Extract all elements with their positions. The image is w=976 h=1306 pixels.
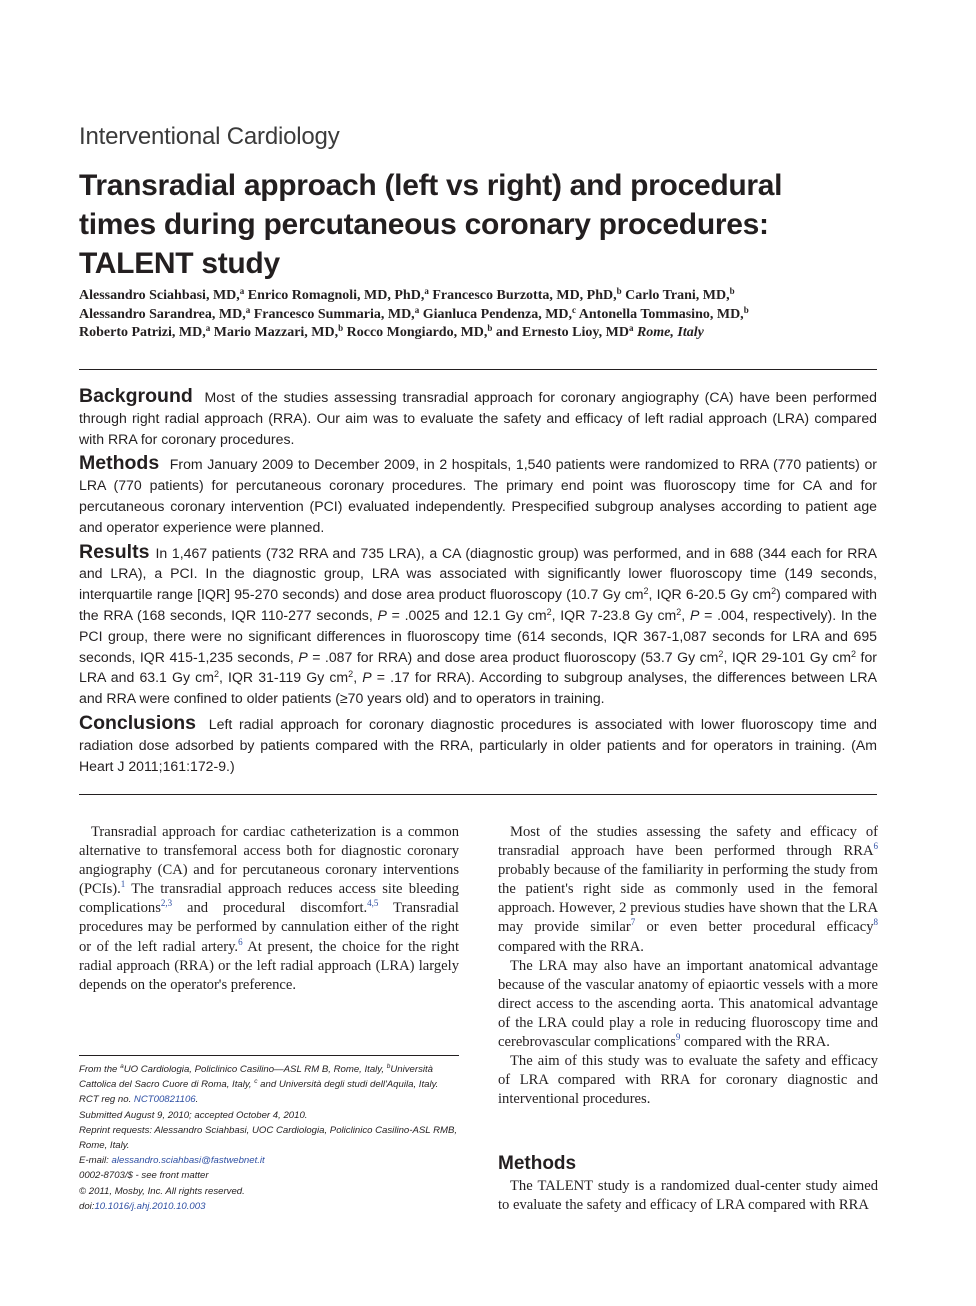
p-symbol: P [298,648,308,665]
doi-link[interactable]: 10.1016/j.ahj.2010.10.003 [94,1200,206,1212]
affiliation-marker: a [245,304,251,315]
body-text: compared with the RRA. [680,1034,830,1051]
superscript: 2 [546,606,552,617]
divider-bottom [79,794,877,795]
abstract-text: Most of the studies assessing transradial approach for coronary angiography (CA) have been performed through right radial approach (RRA). Our aim was to evaluate the safety and efficacy of left radial approach (LRA) compared with RRA for coronary procedures. [79,389,877,447]
p-symbol: P [377,606,387,623]
body-column-left [79,823,459,995]
abstract-text: = .0025 and 12.1 Gy cm [386,606,547,623]
footnote-text: From the [79,1064,121,1075]
body-text: Transradial procedures may be performed by cannulation either of the right or of the left radial artery. [79,900,459,955]
reference-link[interactable]: 6 [238,936,243,947]
body-text: compared with the RRA. [498,938,644,955]
footnote-text: E-mail: [79,1155,112,1167]
abstract-text: for LRA and 63.1 Gy cm [79,648,877,686]
p-symbol: P [362,669,372,686]
abstract-text: From January 2009 to December 2009, in 2 hospitals, 1,540 patients were randomized to RRA (770 patients) or LRA (770 patients) for percutaneous coronary procedures. The primary end point was fluoroscopy time for CA and for percutaneous coronary intervention (PCI) evaluated independently. Prespecified subgroup analyses according to patient age and operator experience were planned. [79,456,877,535]
divider-top [79,369,877,370]
abstract-text: In 1,467 patients (732 RRA and 735 LRA), a CA (diagnostic group) was performed, and in 688 (344 each for RRA and LRA), a PCI. In the diagnostic group, LRA was associated with significantly lower fluoroscopy time (149 seconds, interquartile range [IQR] 95-270 seconds) and dose area product fluoroscopy (10.7 Gy cm [79,544,877,603]
author: Alessandro Sciahbasi, MD, [79,288,240,303]
body-text: probably because of the familiarity in performing the study from the patient's right side as commonly used in the femoral approach. However, 2 previous studies have shown that the LRA may provide similar [498,862,878,936]
footnote-text: . [195,1094,199,1106]
author: Antonella Tommasino, MD, [578,306,744,322]
body-text: The LRA may also have an important anatomical advantage because of the vascular anatomy of epiaortic vessels with a more direct access to the ascending aorta. This anatomical advantage of the LRA could play a role in reducing fluoroscopy time and cerebrovascular complications [498,957,878,1051]
paragraph [498,823,878,957]
email-link[interactable]: alessandro.sciahbasi@fastwebnet.it [111,1155,265,1167]
superscript: 2 [643,586,649,597]
abstract-heading-results: Results [79,540,150,563]
abstract-text: , IQR 7-23.8 Gy cm [551,606,677,623]
affiliations [79,1062,459,1092]
footnote-text: doi: [79,1200,95,1212]
author: Gianluca Pendenza, MD, [422,306,573,322]
superscript: 2 [718,648,724,659]
affiliation-marker: a [120,1063,124,1070]
rct-link[interactable]: NCT00821106 [133,1094,196,1106]
superscript: 2 [213,669,219,680]
abstract-conclusions [79,713,877,776]
footnotes [79,1062,459,1214]
body-text: or even better procedural efficacy [635,919,874,936]
p-symbol: P [689,606,700,623]
affiliation-marker: b [386,1063,391,1070]
reference-link[interactable]: 8 [873,917,878,928]
abstract-text: Left radial approach for coronary diagnostic procedures is associated with lower fluoroscopy time and radiation dose adsorbed by patients compared with the RRA, particularly in older patients and for operators in training. (Am Heart J 2011;161:172-9.) [79,715,877,774]
author: Rocco Mongiardo, MD, [346,325,488,340]
affiliation-marker: a [239,286,245,296]
reference-link[interactable]: 7 [630,917,636,928]
abstract-text: , IQR 6-20.5 Gy cm [648,586,772,603]
affiliation-marker: b [338,323,344,333]
reprint-requests: Reprint requests: Alessandro Sciahbasi, UOC Cardiologia, Policlinico Casilino-ASL RMB, Rome, Italy. [79,1124,458,1152]
footnote-divider [79,1055,459,1056]
author: Mario Mazzari, MD, [213,325,339,340]
author: and Ernesto Lioy, MD [495,325,629,340]
author: Carlo Trani, MD, [625,288,730,303]
abstract-background [79,386,877,449]
affiliation-marker: b [616,286,622,296]
abstract-text: ) compared with the RRA (168 seconds, IQR 110-277 seconds, [79,586,877,623]
section-label: Interventional Cardiology [79,123,340,150]
body-text: At present, the choice for the right radial approach (RRA) or the left radial approach (LRA) largely depends on the operator's preference. [79,938,459,993]
body-column-right [498,823,878,1109]
author: Alessandro Sarandrea, MD, [79,306,246,322]
author-list [79,287,879,343]
rct-registration [79,1092,459,1107]
superscript: 2 [348,669,354,680]
affiliation-marker: a [414,304,420,315]
submission-dates: Submitted August 9, 2010; accepted October 4, 2010. [79,1109,308,1121]
email-line [79,1153,459,1168]
affiliation-marker: b [743,304,749,315]
superscript: 2 [851,648,857,659]
abstract-text: = .087 for RRA) and dose area product fluoroscopy (53.7 Gy cm [307,648,719,665]
doi-line [79,1199,459,1214]
abstract-text: = .17 for RRA). According to subgroup analyses, the differences between LRA and RRA were confined to older patients (≥70 years old) and to operators in training. [79,669,877,707]
footnote-text: and Università degli studi dell'Aquila, Italy. [257,1079,439,1091]
reference-link[interactable]: 4,5 [367,898,379,909]
superscript: 2 [676,606,682,617]
abstract-text: , IQR 29-101 Gy cm [723,648,852,665]
body-text: The transradial approach reduces access site bleeding complications [79,881,459,917]
paragraph: The aim of this study was to evaluate the safety and efficacy of LRA compared with RRA for coronary diagnostic and interventional procedures. [498,1053,878,1108]
article-title: Transradial approach (left vs right) and procedural times during percutaneous coronary procedures: TALENT study [79,169,783,280]
abstract-text: , IQR 31-119 Gy cm [218,669,349,686]
abstract-text: = .004, respectively). In the PCI group, there were no significant differences in fluoroscopy time (614 seconds, IQR 367-1,087 seconds for LRA and 695 seconds, IQR 415-1,235 seconds, [79,606,877,665]
abstract-text: , [353,669,363,686]
footnote-text: UO Cardiologia, Policlinico Casilino—ASL RM B, Rome, Italy, [123,1064,387,1075]
author: Enrico Romagnoli, MD, PhD, [247,288,425,303]
reference-link[interactable]: 1 [120,879,126,890]
reference-link[interactable]: 6 [873,841,878,852]
abstract-heading-methods: Methods [79,452,160,475]
copyright: © 2011, Mosby, Inc. All rights reserved. [79,1185,245,1197]
paragraph [79,823,459,995]
affiliation-marker: b [729,286,735,296]
paragraph: The TALENT study is a randomized dual-center study aimed to evaluate the safety and efficacy of LRA compared with RRA [498,1178,878,1214]
affiliation-marker: c [572,304,577,315]
superscript: 2 [771,586,777,597]
abstract-heading-background: Background [79,385,193,407]
body-text: Most of the studies assessing the safety and efficacy of transradial approach have been performed through RRA [498,824,878,860]
abstract [79,386,877,780]
footnote-text: Università Cattolica del Sacro Cuore di Roma, Italy, [79,1064,434,1091]
abstract-text: , [681,606,690,623]
body-text: and procedural discomfort. [172,900,368,917]
abstract-results [79,542,877,709]
reference-link[interactable]: 9 [675,1032,681,1043]
issn: 0002-8703/$ - see front matter [79,1170,209,1182]
author: Francesco Summaria, MD, [253,306,415,322]
affiliation-marker: c [254,1078,258,1086]
affiliation-marker: a [424,286,429,296]
section-heading-methods: Methods [498,1153,577,1174]
methods-text [498,1177,878,1215]
location: Rome, Italy [636,325,704,340]
reference-link[interactable]: 2,3 [160,898,173,909]
abstract-heading-conclusions: Conclusions [79,711,197,734]
abstract-methods [79,453,877,537]
author: Francesco Burzotta, MD, PhD, [432,288,617,303]
body-text: Transradial approach for cardiac catheterization is a common alternative to transfemoral access both for diagnostic coronary angiography (CA) and for percutaneous coronary interventions (PCIs). [79,824,459,898]
footnote-text: RCT reg no. [79,1094,134,1106]
affiliation-marker: a [628,323,634,333]
affiliation-marker: a [205,323,211,333]
author: Roberto Patrizi, MD, [79,325,206,340]
paragraph [498,957,878,1052]
affiliation-marker: b [487,323,493,333]
